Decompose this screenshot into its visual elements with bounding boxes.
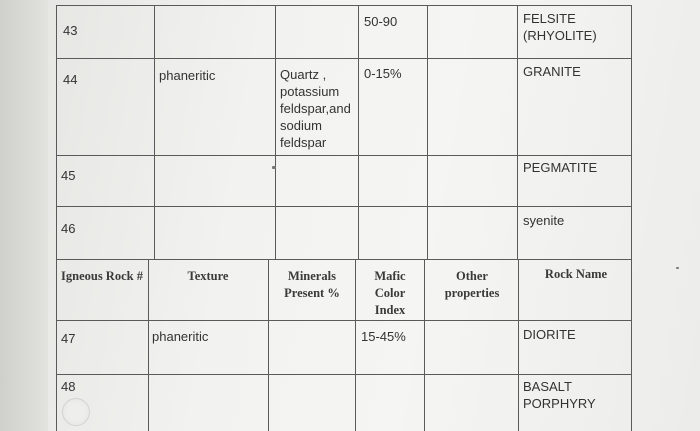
rock-number-cell: 46 [61,221,76,236]
rock-name-cell: GRANITE [523,64,581,79]
table-rule [56,5,57,431]
texture-cell: phaneritic [152,329,209,344]
mafic-index-cell: 15-45% [361,329,406,344]
table-rule [424,259,425,431]
header-rock-name: Rock Name [544,267,608,281]
faded-stamp-mark [62,398,90,426]
texture-cell: phaneritic [159,68,216,83]
pen-mark [272,166,276,169]
table-rule [517,5,518,259]
rock-number-cell: 48 [61,379,76,394]
rock-number-cell: 45 [61,168,76,183]
rock-number-cell: 47 [61,331,76,346]
rock-number-cell: 44 [63,72,78,87]
pen-mark [676,267,679,269]
table-rule [56,58,632,59]
table-rule [268,259,269,431]
table-rule [154,5,155,259]
rock-name-cell: syenite [523,213,565,228]
minerals-cell: Quartz , potassium feldspar,and sodium feldspar [280,67,351,150]
header-minerals-present: Minerals Present % [284,269,340,300]
header-texture: Texture [187,269,229,283]
header-other-properties: Other properties [444,269,500,300]
table-rule [56,320,632,321]
table-rule [631,5,632,431]
table-rule [56,374,632,375]
table-rule [427,5,428,259]
mafic-index-cell: 50-90 [364,14,398,29]
mafic-index-cell: 0-15% [364,66,402,81]
header-mafic-color-index: Mafic Color Index [374,269,406,317]
table-rule [56,206,632,207]
rock-name-cell: BASALT PORPHYRY [523,379,596,411]
table-rule [358,5,359,259]
rock-name-cell: PEGMATITE [523,160,598,175]
table-rule [56,155,632,156]
table-rule [355,259,356,431]
page-margin-shadow [0,0,48,431]
rock-name-cell: DIORITE [523,327,576,342]
table-rule [56,259,632,260]
rock-name-cell: FELSITE (RHYOLITE) [523,11,597,43]
table-rule [518,259,519,431]
table-rule [56,5,632,6]
table-rule [275,5,276,259]
rock-number-cell: 43 [63,23,78,38]
header-igneous-rock-number: Igneous Rock # [61,269,143,283]
